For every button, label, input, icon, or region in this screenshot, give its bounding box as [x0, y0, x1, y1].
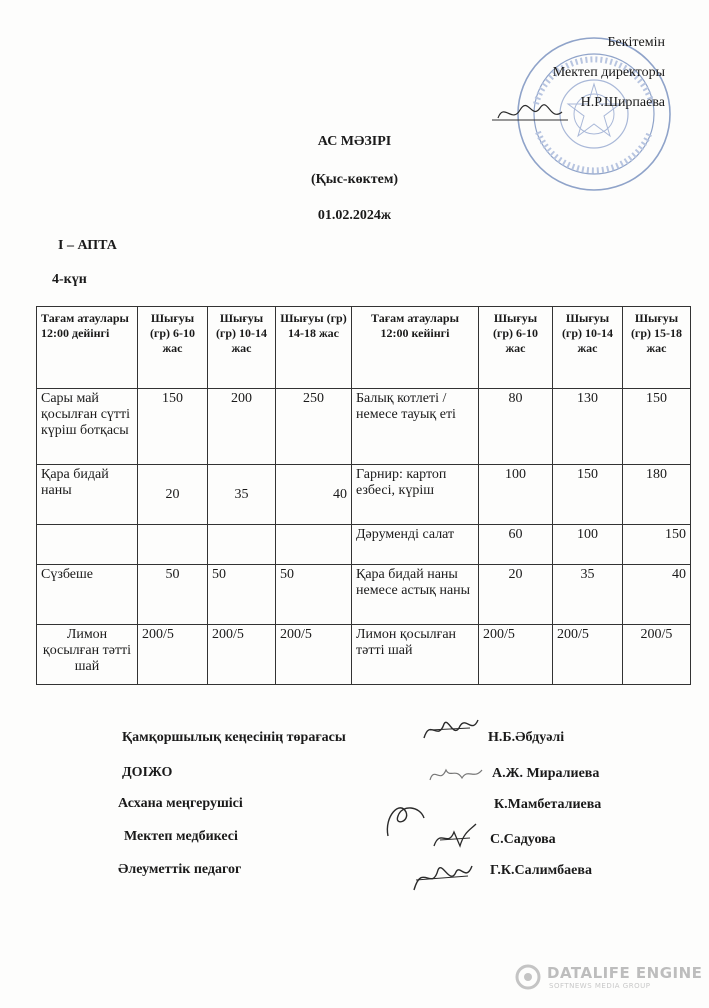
signature-role: ДОІЖО — [122, 765, 173, 780]
signature-name: К.Мамбеталиева — [494, 797, 602, 812]
table-row — [37, 389, 691, 465]
signature-role: Әлеуметтік педагог — [118, 862, 242, 877]
yield-cell: 35 — [208, 465, 276, 525]
approval-line-2: Мектеп директоры — [552, 65, 665, 80]
header-dish-before: Тағам атаулары 12:00 дейінгі — [37, 307, 138, 389]
dish-after-cell: Дәруменді салат — [352, 525, 479, 565]
yield-cell: 200/5 — [623, 625, 691, 685]
yield-cell: 50 — [208, 565, 276, 625]
dish-before-cell — [37, 525, 138, 565]
watermark-logo-icon — [515, 964, 541, 990]
handwritten-signature — [380, 796, 430, 842]
signature-name: С.Садуова — [490, 832, 556, 847]
yield-cell: 80 — [479, 389, 553, 465]
yield-cell: 150 — [623, 525, 691, 565]
dish-after-cell: Балық котлеті /немесе тауық еті — [352, 389, 479, 465]
yield-cell — [138, 525, 208, 565]
header-yield-10-14: Шығуы (гр) 10-14 жас — [208, 307, 276, 389]
yield-cell: 130 — [553, 389, 623, 465]
signature-name: Г.К.Салимбаева — [490, 863, 592, 878]
handwritten-signature — [420, 712, 480, 748]
yield-cell: 250 — [276, 389, 352, 465]
yield-cell: 200/5 — [208, 625, 276, 685]
dish-after-cell: Гарнир: картоп езбесі, күріш — [352, 465, 479, 525]
table-row — [37, 625, 691, 685]
handwritten-signature — [430, 818, 480, 854]
yield-cell: 150 — [553, 465, 623, 525]
dish-after-cell: Лимон қосылған тәтті шай — [352, 625, 479, 685]
yield-cell: 20 — [479, 565, 553, 625]
yield-cell: 200/5 — [138, 625, 208, 685]
season-subtitle: (Қыс-көктем) — [310, 172, 399, 187]
yield-cell: 150 — [138, 389, 208, 465]
menu-date: 01.02.2024ж — [317, 208, 392, 223]
yield-cell — [208, 525, 276, 565]
table-row — [37, 565, 691, 625]
signature-name: Н.Б.Әбдуәлі — [488, 730, 565, 745]
yield-cell: 50 — [138, 565, 208, 625]
week-label: I – АПТА — [58, 238, 117, 253]
yield-cell: 50 — [276, 565, 352, 625]
page-title: АС МӘЗІРІ — [317, 134, 392, 149]
yield-cell: 200/5 — [553, 625, 623, 685]
approval-line-3: Н.Р.Ширпаева — [580, 95, 665, 110]
dish-after-cell: Қара бидай наны немесе астық наны — [352, 565, 479, 625]
yield-cell: 150 — [623, 389, 691, 465]
header-yield-10-14-b: Шығуы (гр) 10-14 жас — [553, 307, 623, 389]
yield-cell: 100 — [479, 465, 553, 525]
dish-before-cell: Сары май қосылған сүтті күріш ботқасы — [37, 389, 138, 465]
yield-cell: 200 — [208, 389, 276, 465]
yield-cell: 180 — [623, 465, 691, 525]
table-row — [37, 525, 691, 565]
signature-role: Асхана меңгерушісі — [118, 796, 243, 811]
signature-role: Қамқоршылық кеңесінің төрағасы — [122, 730, 346, 745]
header-yield-6-10: Шығуы (гр) 6-10 жас — [138, 307, 208, 389]
yield-cell: 60 — [479, 525, 553, 565]
watermark-title: DATALIFE ENGINE — [547, 964, 703, 982]
header-dish-after: Тағам атаулары 12:00 кейінгі — [352, 307, 479, 389]
header-yield-14-18: Шығуы (гр) 14-18 жас — [276, 307, 352, 389]
table-row — [37, 465, 691, 525]
header-yield-6-10-b: Шығуы (гр) 6-10 жас — [479, 307, 553, 389]
watermark-subtitle: SOFTNEWS MEDIA GROUP — [549, 982, 651, 990]
header-yield-15-18-b: Шығуы (гр) 15-18 жас — [623, 307, 691, 389]
handwritten-signature — [410, 856, 476, 896]
approval-line-1: Бекітемін — [607, 35, 665, 50]
director-signature — [490, 98, 570, 128]
day-label: 4-күн — [52, 272, 87, 287]
yield-cell: 200/5 — [479, 625, 553, 685]
yield-cell: 100 — [553, 525, 623, 565]
handwritten-signature — [426, 760, 486, 790]
dish-before-cell: Сүзбеше — [37, 565, 138, 625]
menu-table — [36, 306, 691, 685]
yield-cell: 40 — [276, 465, 352, 525]
dish-before-cell: Қара бидай наны — [37, 465, 138, 525]
yield-cell: 35 — [553, 565, 623, 625]
dish-before-cell: Лимон қосылған тәтті шай — [37, 625, 138, 685]
signature-name: А.Ж. Миралиева — [492, 766, 600, 781]
yield-cell: 20 — [138, 465, 208, 525]
yield-cell: 40 — [623, 565, 691, 625]
signature-role: Мектеп медбикесі — [124, 829, 238, 844]
yield-cell — [276, 525, 352, 565]
yield-cell: 200/5 — [276, 625, 352, 685]
